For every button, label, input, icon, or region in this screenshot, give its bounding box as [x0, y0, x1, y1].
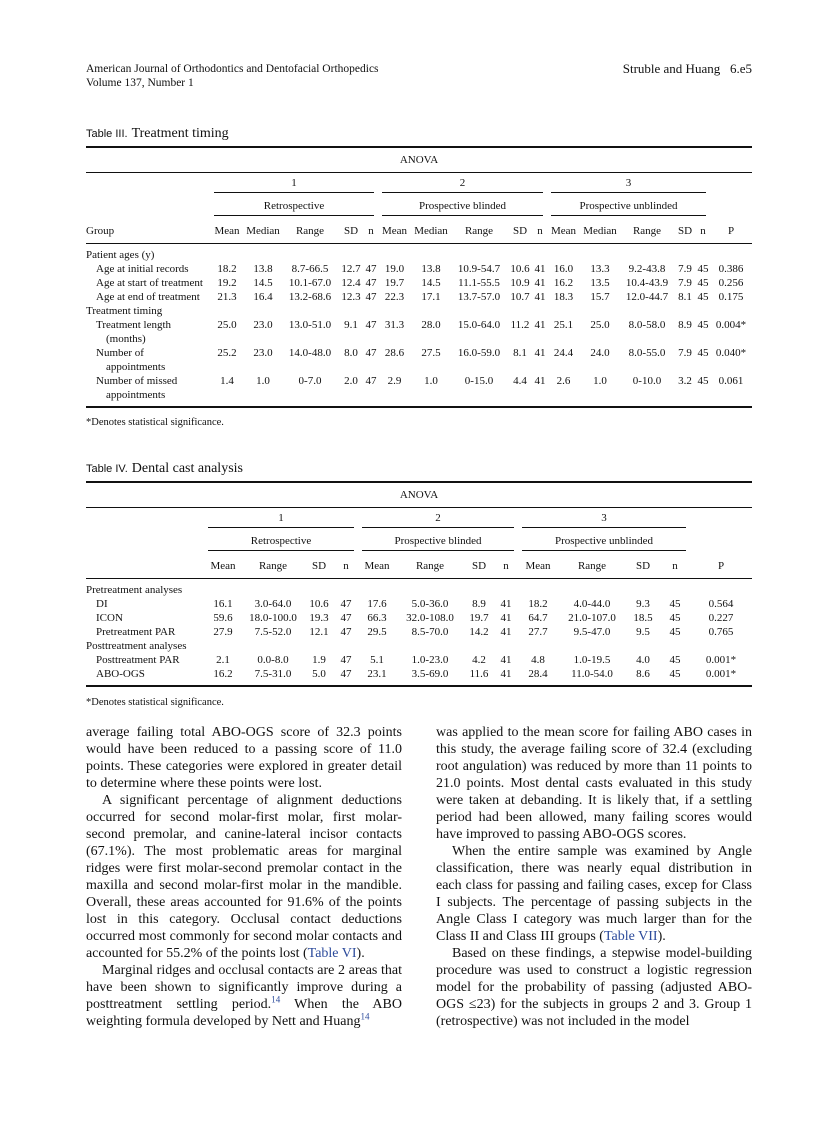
reference-link[interactable]: 14 [360, 1011, 370, 1022]
table-cell: 11.2 [510, 319, 530, 331]
row-label-text: Posttreatment analyses [86, 640, 187, 652]
table-cell: 12.3 [341, 291, 361, 303]
table-cell: 14.2 [469, 626, 489, 638]
row-label-text: Pretreatment PAR [96, 626, 176, 638]
table-cell: 12.4 [341, 277, 361, 289]
table-cell: 45 [660, 667, 690, 686]
table3-col-group: Group [86, 225, 115, 237]
table-cell: 12.1 [309, 626, 329, 638]
table4-group-1: 1 [208, 512, 354, 528]
table-cell: 19.7 [384, 277, 405, 289]
table3 [86, 146, 752, 408]
table-cell: 1.0 [411, 374, 451, 407]
table-cell: 27.5 [421, 347, 441, 359]
table-cell: 9.1 [344, 319, 358, 331]
table-vi-link[interactable]: Table VI [307, 946, 357, 961]
table3-col-p: P [727, 225, 735, 237]
table-cell: 9.3 [636, 598, 650, 610]
table-cell: 25.2 [217, 347, 237, 359]
table-cell: 14.0-48.0 [288, 347, 332, 359]
table-cell: 0.0-8.0 [257, 654, 289, 666]
table-cell: 3.0-64.0 [254, 598, 292, 610]
table3-col-mean: Mean [214, 225, 240, 237]
table-cell: 0.001* [705, 654, 737, 666]
table-cell: 21.3 [217, 291, 237, 303]
table-cell: 5.1 [370, 654, 384, 666]
table4-col-mean: Mean [525, 560, 551, 572]
row-label [86, 667, 204, 686]
table-cell: 1.0 [580, 374, 620, 407]
table-cell: 10.9 [510, 277, 530, 289]
table-section-row [86, 244, 752, 263]
table-cell: 41 [534, 277, 546, 289]
table-row [86, 374, 752, 407]
table3-col-range: Range [632, 225, 662, 237]
table-cell: 11.1-55.5 [458, 277, 500, 289]
table-row [86, 318, 752, 346]
table3-col-n: n [700, 225, 706, 237]
table-cell: 0-15.0 [451, 374, 507, 407]
table-cell: 8.5-70.0 [411, 626, 449, 638]
table-cell: 0.175 [718, 291, 744, 303]
paragraph [86, 792, 402, 962]
table4-col-sd: SD [471, 560, 487, 572]
table-cell: 17.1 [421, 291, 441, 303]
table-cell: 28.4 [518, 667, 558, 686]
table-cell: 47 [364, 374, 378, 407]
table-row [86, 276, 752, 290]
table-cell: 47 [340, 654, 352, 666]
table-cell: 41 [494, 667, 518, 686]
table-cell: 21.0-107.0 [568, 612, 616, 624]
row-label-text: Age at start of treatment [96, 277, 203, 289]
table4-group-2: 2 [362, 512, 514, 528]
table-cell: 22.3 [384, 291, 405, 303]
table4-col-range: Range [258, 560, 288, 572]
table-cell: 8.6 [626, 667, 660, 686]
table3-col-median: Median [246, 225, 280, 237]
table-cell: 24.0 [590, 347, 610, 359]
table-cell: 10.4-43.9 [625, 277, 669, 289]
table-cell: 31.3 [384, 319, 405, 331]
table-cell: 11.6 [464, 667, 494, 686]
table-cell: 47 [340, 598, 352, 610]
table-cell: 8.9 [472, 598, 486, 610]
table-cell: 0.564 [708, 598, 734, 610]
table-cell: 14.5 [421, 277, 441, 289]
table-cell: 13.7-57.0 [457, 291, 501, 303]
table-cell: 13.3 [590, 263, 610, 275]
table4-col-group [86, 554, 204, 579]
row-label [86, 318, 210, 346]
table4-col-range: Range [415, 560, 445, 572]
table-cell: 18.3 [553, 291, 574, 303]
row-label [86, 276, 210, 290]
table-cell: 1.0-23.0 [411, 654, 449, 666]
running-header-right [623, 62, 752, 76]
table-cell: 47 [340, 612, 352, 624]
table-cell: 28.0 [421, 319, 441, 331]
body-column-right [436, 724, 752, 1030]
paragraph-text: A significant percentage of alignment deductions occurred for second molar-first molar, first molar-second premolar, and canine-lateral incisor contacts (67.1%). The most problematic areas for marginal ridges were first molar-second premolar contact in the maxilla and second molar-first molar in the mandible. Overall, these areas accounted for 91.6% of the points lost in this category. Occlusal contact deductions occurred most commonly for second molar contacts and accounted for 55.2% of the points lost ( [86, 793, 402, 961]
row-label-text: Age at initial records [96, 263, 189, 275]
table-cell: 41 [500, 654, 512, 666]
table4-col-n: n [672, 560, 678, 572]
table-cell: 10.1-67.0 [288, 277, 332, 289]
table-cell: 10.6 [309, 598, 329, 610]
page-number: 6.e5 [729, 61, 752, 76]
table-cell: 29.5 [367, 626, 387, 638]
table-cell: 47 [365, 319, 377, 331]
row-label-text: Number of [96, 347, 144, 359]
table4-col-mean: Mean [364, 560, 390, 572]
table3-col-sd: SD [512, 225, 528, 237]
table-cell: 1.4 [210, 374, 244, 407]
table-section-row [86, 639, 752, 653]
table-cell: 45 [696, 374, 710, 407]
table-cell: 4.2 [472, 654, 486, 666]
table4-col-n: n [503, 560, 509, 572]
row-label [86, 346, 210, 374]
row-label-text: DI [96, 598, 108, 610]
table-cell: 13.8 [421, 263, 441, 275]
table-row [86, 653, 752, 667]
table-cell: 45 [697, 277, 709, 289]
table-row [86, 597, 752, 611]
paragraph-text: ). [657, 929, 666, 944]
table-cell: 47 [365, 277, 377, 289]
table-cell: 0.061 [710, 374, 752, 407]
paragraph-text: When the entire sample was examined by Angle classification, there was nearly equal distribution in each class for passing and failing cases, excep for Class I subjects. The percentage of passing subjects in the Angle Class I category was much larger than for the Class II and Class III groups ( [436, 844, 752, 944]
table-cell: 17.6 [367, 598, 387, 610]
table-cell: 45 [697, 319, 709, 331]
table-cell: 27.7 [528, 626, 548, 638]
table-cell: 13.8 [253, 263, 273, 275]
row-label [86, 653, 204, 667]
table-vii-link[interactable]: Table VII [603, 929, 658, 944]
table3-col-n: n [537, 225, 543, 237]
table-cell: 47 [365, 263, 377, 275]
row-label [86, 579, 204, 598]
table-cell: 19.3 [309, 612, 329, 624]
table4-caption [86, 461, 243, 477]
table-cell: 5.0-36.0 [411, 598, 449, 610]
paragraph: was applied to the mean score for failing ABO cases in this study, the average failing score of 32.4 (excluding root angulation) was reduced by more than 11 points to 21.0 points. Most dental casts evaluated in this study were taken at debanding. It is likely that, if a settling period had been allowed, many failing scores would have improved to passing ABO-OGS scores. [436, 725, 752, 842]
table-cell: 41 [534, 347, 546, 359]
table-cell: 9.2-43.8 [628, 263, 666, 275]
row-label-text: Number of missed [96, 375, 178, 387]
table-cell: 1.0-19.5 [573, 654, 611, 666]
table4 [86, 481, 752, 687]
table3-col-median: Median [583, 225, 617, 237]
table3-anova: ANOVA [399, 154, 439, 166]
table-cell: 59.6 [213, 612, 233, 624]
table4-col-n: n [343, 560, 349, 572]
table3-subgroup-prospective-unblinded: Prospective unblinded [551, 200, 706, 216]
table-cell: 41 [500, 612, 512, 624]
row-label-text: ABO-OGS [96, 668, 145, 680]
table-cell: 8.1 [678, 291, 692, 303]
table-cell: 0-7.0 [282, 374, 338, 407]
table4-col-sd: SD [311, 560, 327, 572]
table-cell: 18.2 [217, 263, 237, 275]
table-section-row [86, 579, 752, 598]
table-cell: 1.9 [312, 654, 326, 666]
table-cell: 1.0 [244, 374, 282, 407]
table3-col-range: Range [464, 225, 494, 237]
row-label-text: Pretreatment analyses [86, 584, 183, 596]
table-cell: 11.0-54.0 [558, 667, 626, 686]
authors: Struble and Huang [622, 61, 721, 76]
table4-subgroup-prospective-unblinded: Prospective unblinded [522, 535, 686, 551]
row-label [86, 244, 210, 263]
table-cell: 2.1 [216, 654, 230, 666]
paragraph-text: Marginal ridges and occlusal contacts are 2 areas that have been shown to significantly improve during a posttreatment settling period. [86, 963, 402, 1012]
table-cell: 16.0 [553, 263, 574, 275]
table-cell: 47 [334, 667, 358, 686]
paragraph: average failing total ABO-OGS score of 32.3 points would have been reduced to a passing score of 11.0 points. These categories were explored in greater detail to determine where these points were lost. [86, 725, 402, 791]
running-header-left [86, 62, 379, 90]
table-cell: 0.256 [718, 277, 744, 289]
table-cell: 0.227 [708, 612, 734, 624]
table3-col-mean: Mean [381, 225, 408, 237]
table-cell: 16.0-59.0 [457, 347, 501, 359]
table-cell: 8.1 [513, 347, 527, 359]
table-cell: 4.0-44.0 [573, 598, 611, 610]
table-cell: 41 [533, 374, 547, 407]
table3-col-range: Range [295, 225, 325, 237]
table4-label: Table IV. [86, 463, 128, 475]
table4-subgroup-prospective-blinded: Prospective blinded [362, 535, 514, 551]
row-label-text: appointments [106, 389, 166, 401]
table-cell: 45 [697, 291, 709, 303]
row-label [86, 290, 210, 304]
table-cell: 27.9 [213, 626, 233, 638]
table-row [86, 625, 752, 639]
table4-col-mean: Mean [210, 560, 236, 572]
table-row [86, 667, 752, 686]
table-cell: 8.0-55.0 [628, 347, 666, 359]
table-cell: 7.9 [678, 347, 692, 359]
paragraph: Based on these findings, a stepwise model-building procedure was used to construct a logistic regression model for the probability of passing (adjusted ABO-OGS ≤23) for the subjects in groups 2 and 3. Group 1 (retrospective) was not included in the model [436, 946, 752, 1029]
table-cell: 23.0 [253, 319, 273, 331]
table-cell: 18.0-100.0 [249, 612, 297, 624]
table-cell: 8.0 [344, 347, 358, 359]
table-cell: 47 [340, 626, 352, 638]
row-label [86, 625, 204, 639]
row-label [86, 597, 204, 611]
row-label-text: appointments [106, 361, 166, 373]
table-cell: 41 [534, 291, 546, 303]
table4-title: Dental cast analysis [131, 461, 243, 476]
paragraph-text: ). [356, 946, 365, 961]
table4-col-range: Range [577, 560, 607, 572]
table-cell: 45 [669, 654, 681, 666]
table-row [86, 346, 752, 374]
table3-col-sd: SD [677, 225, 693, 237]
table-cell: 41 [534, 319, 546, 331]
table-cell: 24.4 [553, 347, 574, 359]
table-cell: 47 [365, 347, 377, 359]
table-cell: 25.0 [590, 319, 610, 331]
journal-name: American Journal of Orthodontics and Dentofacial Orthopedics [86, 63, 379, 75]
table-cell: 14.5 [253, 277, 273, 289]
table-cell: 19.0 [384, 263, 405, 275]
table-cell: 19.2 [217, 277, 237, 289]
journal-volume: Volume 137, Number 1 [86, 77, 194, 89]
table-cell: 32.0-108.0 [406, 612, 454, 624]
table3-subgroup-prospective-blinded: Prospective blinded [382, 200, 543, 216]
paragraph [86, 962, 402, 1030]
row-label-text: Treatment length [96, 319, 172, 331]
table-cell: 10.7 [510, 291, 530, 303]
table-cell: 9.5 [636, 626, 650, 638]
row-label [86, 611, 204, 625]
table3-label: Table III. [86, 128, 128, 140]
table-cell: 16.1 [213, 598, 233, 610]
table3-group-1: 1 [214, 177, 374, 193]
row-label [86, 639, 204, 653]
table3-group-3: 3 [551, 177, 706, 193]
table4-group-3: 3 [522, 512, 686, 528]
row-label-text: (months) [106, 333, 146, 345]
table-cell: 23.0 [253, 347, 273, 359]
table-cell: 16.2 [204, 667, 242, 686]
table-row [86, 611, 752, 625]
table-cell: 64.7 [528, 612, 548, 624]
table-cell: 16.4 [253, 291, 273, 303]
table-cell: 13.0-51.0 [288, 319, 332, 331]
table-row [86, 262, 752, 276]
table-cell: 0.040* [715, 347, 747, 359]
table-cell: 47 [365, 291, 377, 303]
table-cell: 15.7 [590, 291, 610, 303]
table-cell: 13.2-68.6 [288, 291, 332, 303]
table-cell: 2.9 [378, 374, 411, 407]
table-cell: 18.2 [528, 598, 548, 610]
row-label [86, 304, 210, 318]
body-column-left [86, 724, 402, 1030]
table-cell: 7.9 [678, 277, 692, 289]
table-cell: 7.9 [678, 263, 692, 275]
table-cell: 16.2 [553, 277, 574, 289]
row-label-text: Treatment timing [86, 305, 163, 317]
table-cell: 8.0-58.0 [628, 319, 666, 331]
paragraph-text: When the ABO weighting formula developed by Nett and Huang [86, 997, 402, 1029]
table-cell: 28.6 [384, 347, 405, 359]
table3-caption [86, 126, 229, 142]
table-cell: 4.4 [507, 374, 533, 407]
table3-col-n: n [368, 225, 374, 237]
table-cell: 5.0 [304, 667, 334, 686]
table-cell: 0.001* [690, 667, 752, 686]
table-cell: 7.5-31.0 [242, 667, 304, 686]
row-label-text: Posttreatment PAR [96, 654, 180, 666]
table-cell: 0-10.0 [620, 374, 674, 407]
table-section-row [86, 304, 752, 318]
table4-col-sd: SD [635, 560, 651, 572]
table-cell: 9.5-47.0 [573, 626, 611, 638]
row-label-text: Patient ages (y) [86, 249, 155, 261]
table-cell: 0.765 [708, 626, 734, 638]
table3-col-mean: Mean [550, 225, 577, 237]
row-label-text: ICON [96, 612, 123, 624]
row-label [86, 262, 210, 276]
table-cell: 45 [697, 263, 709, 275]
table-cell: 2.0 [338, 374, 364, 407]
table-row [86, 290, 752, 304]
table-cell: 2.6 [547, 374, 580, 407]
table-cell: 18.5 [633, 612, 653, 624]
table-cell: 45 [697, 347, 709, 359]
table-cell: 8.9 [678, 319, 692, 331]
table-cell: 19.7 [469, 612, 489, 624]
table-cell: 12.0-44.7 [625, 291, 669, 303]
table-cell: 4.8 [531, 654, 545, 666]
table3-col-sd: SD [343, 225, 359, 237]
table-cell: 45 [669, 598, 681, 610]
table-cell: 41 [534, 263, 546, 275]
table4-subgroup-retrospective: Retrospective [208, 535, 354, 551]
table3-footnote: *Denotes statistical significance. [86, 417, 224, 428]
table-cell: 10.9-54.7 [457, 263, 501, 275]
row-label [86, 374, 210, 407]
table4-anova: ANOVA [399, 489, 439, 501]
table-cell: 13.5 [590, 277, 610, 289]
table3-subgroup-retrospective: Retrospective [214, 200, 374, 216]
table-cell: 23.1 [358, 667, 396, 686]
table3-col-median: Median [414, 225, 448, 237]
table-cell: 3.2 [674, 374, 696, 407]
table-cell: 25.0 [217, 319, 237, 331]
table-cell: 41 [500, 598, 512, 610]
paragraph [436, 843, 752, 945]
table-cell: 4.0 [636, 654, 650, 666]
table-cell: 45 [669, 626, 681, 638]
table3-group-2: 2 [382, 177, 543, 193]
table-cell: 15.0-64.0 [457, 319, 501, 331]
table-cell: 25.1 [553, 319, 574, 331]
row-label-text: Age at end of treatment [96, 291, 200, 303]
table-cell: 3.5-69.0 [396, 667, 464, 686]
table4-col-p: P [717, 560, 725, 572]
table-cell: 12.7 [341, 263, 361, 275]
table4-footnote: *Denotes statistical significance. [86, 697, 224, 708]
table-cell: 41 [500, 626, 512, 638]
table-cell: 10.6 [510, 263, 530, 275]
table-cell: 0.004* [715, 319, 747, 331]
table3-title: Treatment timing [131, 126, 229, 141]
table-cell: 7.5-52.0 [254, 626, 292, 638]
reference-link[interactable]: 14 [271, 994, 281, 1005]
table-cell: 66.3 [367, 612, 387, 624]
table-cell: 45 [669, 612, 681, 624]
table-cell: 8.7-66.5 [291, 263, 329, 275]
table-cell: 0.386 [718, 263, 744, 275]
